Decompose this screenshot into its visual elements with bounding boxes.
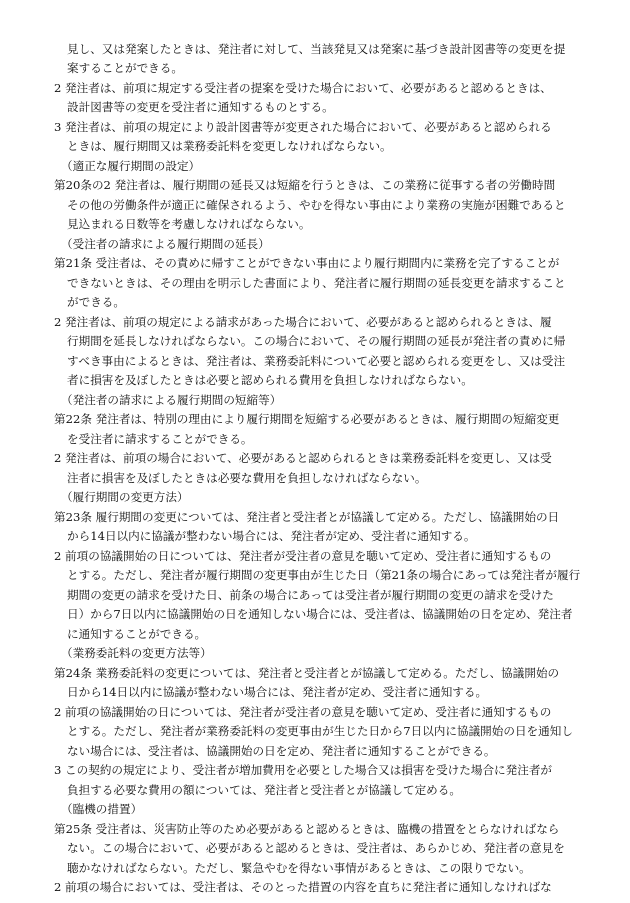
body-text-line: 注者に損害を及ぼしたときは必要な費用を負担しなければならない。	[67, 471, 427, 485]
body-text-line: すべき事由によるときは、発注者は、業務委託料について必要と認められる変更をし、又は受注	[67, 354, 566, 368]
body-text-line: 負担する必要な費用の額については、発注者と受注者とが協議して定める。	[67, 783, 461, 797]
paragraph-start-line: 2 発注者は、前項の場合において、必要があると認められるときは業務委託料を変更し、又は受	[54, 451, 552, 465]
body-text-line: 聴かなければならない。ただし、緊急やむを得ない事情があるときは、この限りでない。	[67, 861, 531, 875]
body-text-line: ない場合には、受注者は、協議開始の日を定め、発注者に通知することができる。	[67, 744, 496, 758]
paragraph-start-line: 2 前項の協議開始の日については、発注者が受注者の意見を聴いて定め、受注者に通知するもの	[54, 549, 552, 563]
body-text-line: ときは、履行期間又は業務委託料を変更しなければならない。	[67, 139, 392, 153]
section-heading: （受注者の請求による履行期間の延長）	[61, 237, 270, 251]
body-text-line: ない。この場合において、必要があると認めるときは、受注者は、あらかじめ、発注者の意見を	[67, 841, 565, 855]
paragraph-start-line: 2 前項の協議開始の日については、発注者が受注者の意見を聴いて定め、受注者に通知するもの	[54, 705, 552, 719]
body-text-line: に通知することができる。	[67, 627, 207, 641]
article-start-line: 第25条 受注者は、災害防止等のため必要があると認めるときは、臨機の措置をとらなければなら	[54, 822, 560, 836]
section-heading: （発注者の請求による履行期間の短縮等）	[61, 393, 282, 407]
article-start-line: 第24条 業務委託料の変更については、発注者と受注者とが協議して定める。ただし、協議開始の	[54, 666, 560, 680]
body-text-line: できないときは、その理由を明示した書面により、発注者に履行期間の延長変更を請求すること	[67, 276, 566, 290]
body-text-line: 日から14日以内に協議が整わない場合には、発注者が定め、受注者に通知する。	[67, 685, 488, 699]
body-text-line: 期間の変更の請求を受けた日、前条の場合にあっては受注者が履行期間の変更の請求を受けた	[67, 588, 554, 602]
body-text-line: を受注者に請求することができる。	[67, 432, 253, 446]
body-text-line: 行期間を延長しなければならない。この場合において、その履行期間の延長が発注者の責めに帰	[67, 334, 566, 348]
section-heading: （適正な履行期間の設定）	[61, 159, 201, 173]
body-text-line: とする。ただし、発注者が業務委託料の変更事由が生じた日から7日以内に協議開始の日を通知し	[67, 724, 573, 738]
body-text-line: 見し、又は発案したときは、発注者に対して、当該発見又は発案に基づき設計図書等の変更を提	[67, 42, 566, 56]
body-text-line: とする。ただし、発注者が履行期間の変更事由が生じた日（第21条の場合にあっては発注者が履行	[67, 568, 581, 582]
body-text-line: 見込まれる日数等を考慮しなければならない。	[67, 217, 311, 231]
body-text-line: から14日以内に協議が整わない場合には、発注者が定め、受注者に通知する。	[67, 529, 476, 543]
body-text-line: その他の労働条件が適正に確保されるよう、やむを得ない事由により業務の実施が困難であると	[67, 198, 566, 212]
article-start-line: 第22条 発注者は、特別の理由により履行期間を短縮する必要があるときは、履行期間の短縮変更	[54, 412, 560, 426]
article-start-line: 第21条 受注者は、その責めに帰すことができない事由により履行期間内に業務を完了することが	[54, 256, 560, 270]
paragraph-start-line: 3 この契約の規定により、受注者が増加費用を必要とした場合又は損害を受けた場合に発注者が	[54, 763, 553, 777]
section-heading: （臨機の措置）	[61, 802, 143, 816]
body-text-line: 日）から7日以内に協議開始の日を通知しない場合には、受注者は、協議開始の日を定め、発注者	[67, 607, 573, 621]
section-heading: （業務委託料の変更方法等）	[61, 646, 212, 660]
paragraph-start-line: 2 前項の場合においては、受注者は、そのとった措置の内容を直ちに発注者に通知しなければな	[54, 880, 552, 894]
section-heading: （履行期間の変更方法）	[61, 490, 189, 504]
paragraph-start-line: 2 発注者は、前項の規定による請求があった場合において、必要があると認められるときは、履	[54, 315, 552, 329]
body-text-line: 設計図書等の変更を受注者に通知するものとする。	[67, 100, 334, 114]
body-text-line: 案することができる。	[67, 61, 183, 75]
paragraph-start-line: 3 発注者は、前項の規定により設計図書等が変更された場合において、必要があると認められる	[54, 120, 552, 134]
article-start-line: 第20条の2 発注者は、履行期間の延長又は短縮を行うときは、この業務に従事する者の労働時間	[54, 178, 556, 192]
article-start-line: 第23条 履行期間の変更については、発注者と受注者とが協議して定める。ただし、協議開始の日	[54, 510, 560, 524]
body-text-line: 者に損害を及ぼしたときは必要と認められる費用を負担しなければならない。	[67, 373, 473, 387]
paragraph-start-line: 2 発注者は、前項に規定する受注者の提案を受けた場合において、必要があると認めるときは、	[54, 81, 552, 95]
body-text-line: ができる。	[67, 295, 125, 309]
